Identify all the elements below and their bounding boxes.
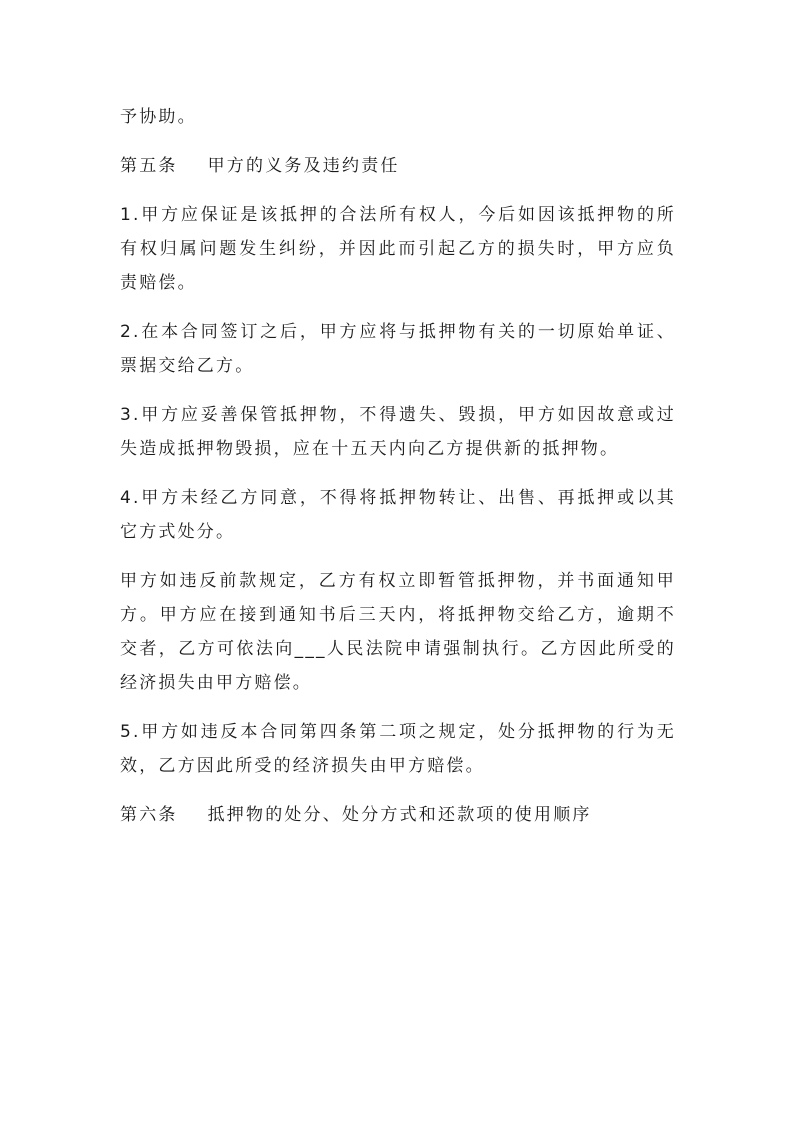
paragraph-continuation: 予协助。 — [120, 107, 197, 127]
clause-2: 2.在本合同签订之后，甲方应将与抵押物有关的一切原始单证、票据交给乙方。 — [120, 322, 676, 376]
article-6-number: 第六条 — [120, 805, 178, 825]
article-6-heading — [120, 798, 676, 832]
clause-1: 1.甲方应保证是该抵押的合法所有权人，今后如因该抵押物的所有权归属问题发生纠纷，并因此而引起乙方的损失时，甲方应负责赔偿。 — [120, 205, 676, 293]
article-5-number: 第五条 — [120, 156, 178, 176]
article-6-title: 抵押物的处分、处分方式和还款项的使用顺序 — [207, 805, 592, 825]
article-5-title: 甲方的义务及违约责任 — [207, 156, 400, 176]
clause-4-supplement: 甲方如违反前款规定，乙方有权立即暂管抵押物，并书面通知甲方。甲方应在接到通知书后三天内，将抵押物交给乙方，逾期不交者，乙方可依法向___人民法院申请强制执行。乙方因此所受的经济损失由甲方赔偿。 — [120, 571, 676, 693]
clause-3: 3.甲方应妥善保管抵押物，不得遗失、毁损，甲方如因故意或过失造成抵押物毁损，应在十五天内向乙方提供新的抵押物。 — [120, 405, 676, 459]
clause-4: 4.甲方未经乙方同意，不得将抵押物转让、出售、再抵押或以其它方式处分。 — [120, 488, 676, 542]
article-5-heading — [120, 149, 676, 183]
document-body — [120, 100, 676, 847]
clause-5: 5.甲方如违反本合同第四条第二项之规定，处分抵押物的行为无效，乙方因此所受的经济损失由甲方赔偿。 — [120, 722, 676, 776]
